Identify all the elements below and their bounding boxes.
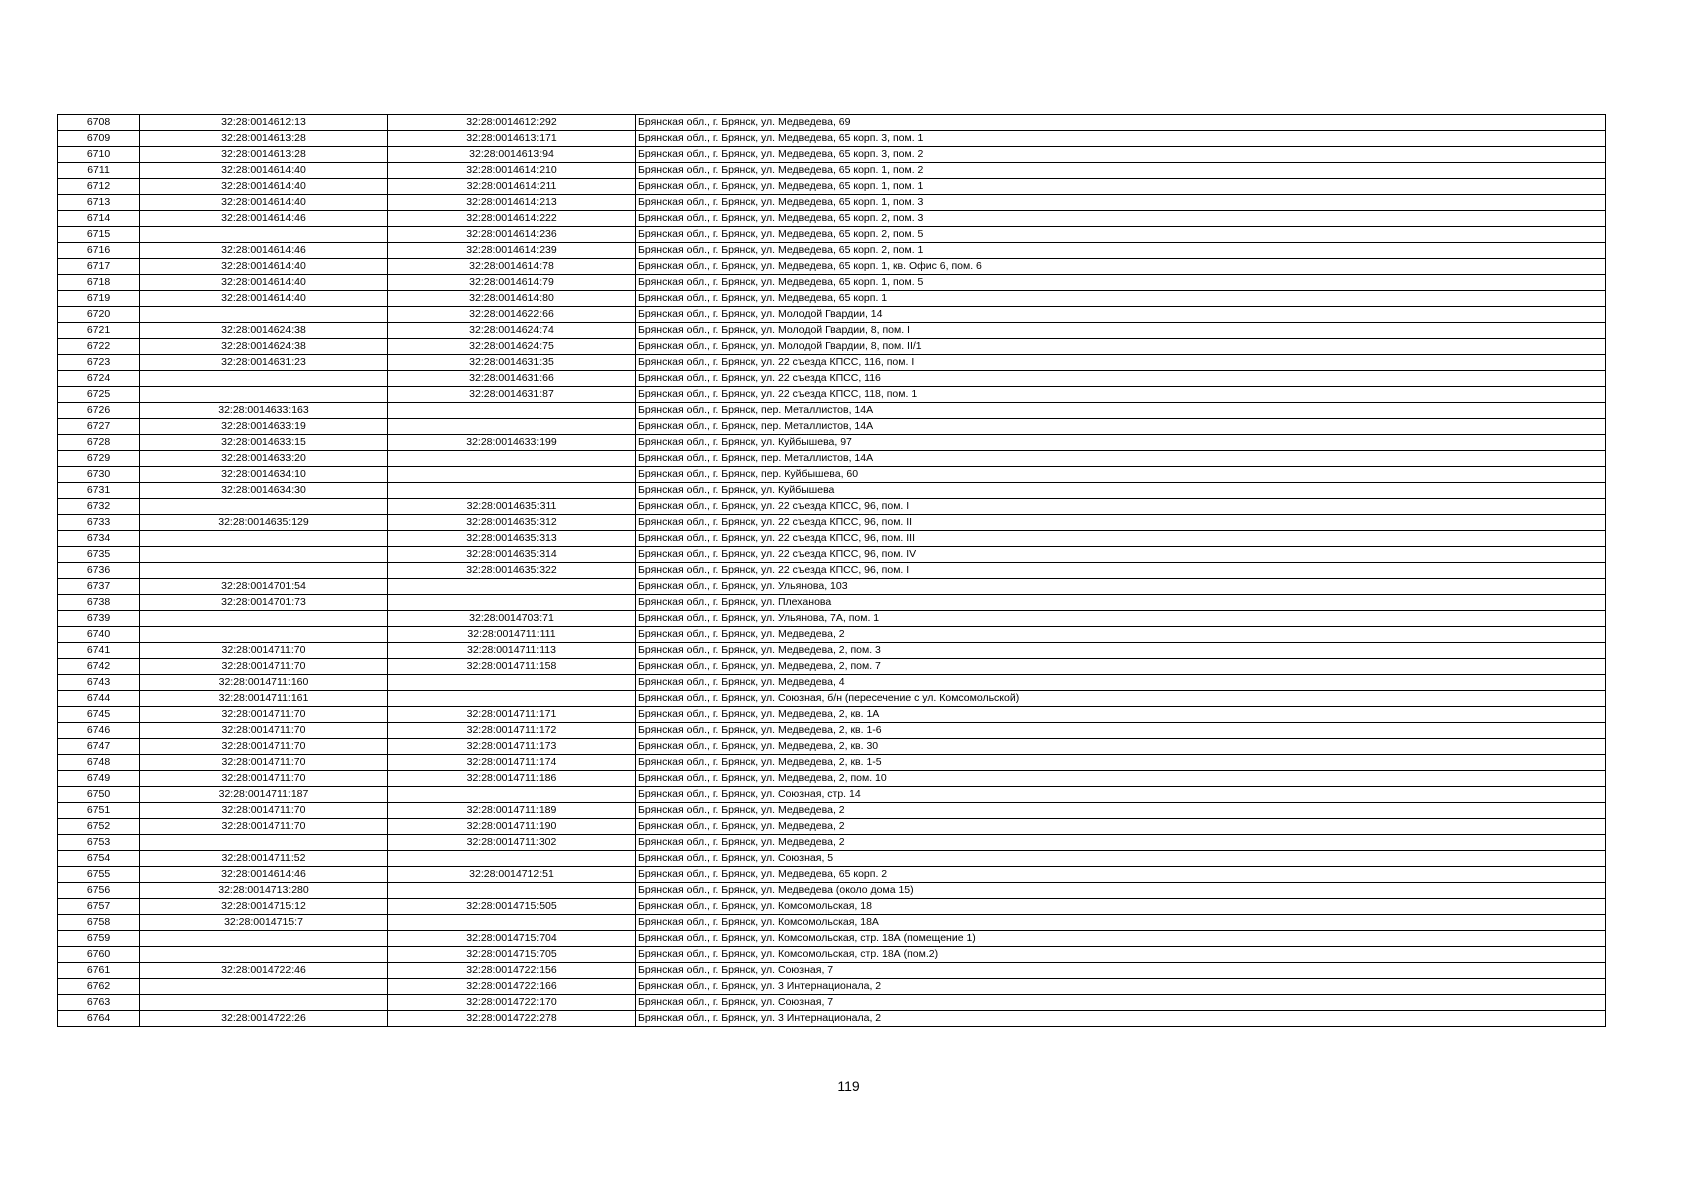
table-row bbox=[58, 227, 1606, 243]
table-row bbox=[58, 851, 1606, 867]
row-number-cell: 6711 bbox=[58, 163, 140, 179]
row-number-cell: 6712 bbox=[58, 179, 140, 195]
object-cadastral-number-cell: 32:28:0014715:704 bbox=[388, 931, 636, 947]
parcel-cadastral-number-cell: 32:28:0014711:70 bbox=[140, 707, 388, 723]
row-number-cell: 6738 bbox=[58, 595, 140, 611]
parcel-cadastral-number-cell bbox=[140, 995, 388, 1011]
address-cell: Брянская обл., г. Брянск, ул. Ульянова, 103 bbox=[636, 579, 1606, 595]
table-row bbox=[58, 899, 1606, 915]
object-cadastral-number-cell: 32:28:0014711:171 bbox=[388, 707, 636, 723]
address-cell: Брянская обл., г. Брянск, ул. Медведева, 2, кв. 1-6 bbox=[636, 723, 1606, 739]
table-row bbox=[58, 611, 1606, 627]
table-row bbox=[58, 291, 1606, 307]
object-cadastral-number-cell: 32:28:0014722:170 bbox=[388, 995, 636, 1011]
table-row bbox=[58, 115, 1606, 131]
address-cell: Брянская обл., г. Брянск, ул. Союзная, 7 bbox=[636, 963, 1606, 979]
object-cadastral-number-cell: 32:28:0014635:322 bbox=[388, 563, 636, 579]
table-row bbox=[58, 931, 1606, 947]
object-cadastral-number-cell bbox=[388, 579, 636, 595]
address-cell: Брянская обл., г. Брянск, ул. 22 съезда КПСС, 116, пом. I bbox=[636, 355, 1606, 371]
row-number-cell: 6724 bbox=[58, 371, 140, 387]
parcel-cadastral-number-cell: 32:28:0014711:70 bbox=[140, 659, 388, 675]
object-cadastral-number-cell bbox=[388, 915, 636, 931]
table-row bbox=[58, 275, 1606, 291]
parcel-cadastral-number-cell: 32:28:0014713:280 bbox=[140, 883, 388, 899]
parcel-cadastral-number-cell: 32:28:0014634:10 bbox=[140, 467, 388, 483]
row-number-cell: 6744 bbox=[58, 691, 140, 707]
table-row bbox=[58, 531, 1606, 547]
object-cadastral-number-cell: 32:28:0014631:35 bbox=[388, 355, 636, 371]
row-number-cell: 6719 bbox=[58, 291, 140, 307]
address-cell: Брянская обл., г. Брянск, ул. Медведева, 65 корп. 2, пом. 1 bbox=[636, 243, 1606, 259]
object-cadastral-number-cell bbox=[388, 467, 636, 483]
address-cell: Брянская обл., г. Брянск, ул. Медведева, 2 bbox=[636, 803, 1606, 819]
address-cell: Брянская обл., г. Брянск, ул. Куйбышева bbox=[636, 483, 1606, 499]
row-number-cell: 6722 bbox=[58, 339, 140, 355]
object-cadastral-number-cell: 32:28:0014612:292 bbox=[388, 115, 636, 131]
row-number-cell: 6709 bbox=[58, 131, 140, 147]
row-number-cell: 6736 bbox=[58, 563, 140, 579]
parcel-cadastral-number-cell: 32:28:0014701:73 bbox=[140, 595, 388, 611]
table-row bbox=[58, 323, 1606, 339]
row-number-cell: 6732 bbox=[58, 499, 140, 515]
row-number-cell: 6727 bbox=[58, 419, 140, 435]
parcel-cadastral-number-cell: 32:28:0014614:40 bbox=[140, 259, 388, 275]
parcel-cadastral-number-cell: 32:28:0014711:70 bbox=[140, 803, 388, 819]
object-cadastral-number-cell: 32:28:0014614:239 bbox=[388, 243, 636, 259]
table-row bbox=[58, 579, 1606, 595]
row-number-cell: 6749 bbox=[58, 771, 140, 787]
table-row bbox=[58, 915, 1606, 931]
object-cadastral-number-cell: 32:28:0014631:66 bbox=[388, 371, 636, 387]
parcel-cadastral-number-cell: 32:28:0014614:46 bbox=[140, 243, 388, 259]
parcel-cadastral-number-cell: 32:28:0014715:12 bbox=[140, 899, 388, 915]
object-cadastral-number-cell: 32:28:0014711:173 bbox=[388, 739, 636, 755]
parcel-cadastral-number-cell: 32:28:0014711:187 bbox=[140, 787, 388, 803]
object-cadastral-number-cell: 32:28:0014622:66 bbox=[388, 307, 636, 323]
table-row bbox=[58, 691, 1606, 707]
address-cell: Брянская обл., г. Брянск, ул. Союзная, 7 bbox=[636, 995, 1606, 1011]
row-number-cell: 6718 bbox=[58, 275, 140, 291]
object-cadastral-number-cell bbox=[388, 883, 636, 899]
object-cadastral-number-cell: 32:28:0014624:75 bbox=[388, 339, 636, 355]
address-cell: Брянская обл., г. Брянск, ул. Медведева, 65 корп. 2, пом. 5 bbox=[636, 227, 1606, 243]
address-cell: Брянская обл., г. Брянск, ул. Комсомольская, стр. 18А (помещение 1) bbox=[636, 931, 1606, 947]
table-row bbox=[58, 259, 1606, 275]
object-cadastral-number-cell: 32:28:0014614:78 bbox=[388, 259, 636, 275]
address-cell: Брянская обл., г. Брянск, ул. Медведева, 65 корп. 1 bbox=[636, 291, 1606, 307]
row-number-cell: 6752 bbox=[58, 819, 140, 835]
address-cell: Брянская обл., г. Брянск, ул. 3 Интернационала, 2 bbox=[636, 1011, 1606, 1027]
row-number-cell: 6715 bbox=[58, 227, 140, 243]
address-cell: Брянская обл., г. Брянск, ул. Молодой Гвардии, 8, пом. II/1 bbox=[636, 339, 1606, 355]
row-number-cell: 6734 bbox=[58, 531, 140, 547]
parcel-cadastral-number-cell: 32:28:0014633:15 bbox=[140, 435, 388, 451]
object-cadastral-number-cell: 32:28:0014613:171 bbox=[388, 131, 636, 147]
row-number-cell: 6756 bbox=[58, 883, 140, 899]
address-cell: Брянская обл., г. Брянск, ул. Молодой Гвардии, 14 bbox=[636, 307, 1606, 323]
address-cell: Брянская обл., г. Брянск, ул. Медведева, 4 bbox=[636, 675, 1606, 691]
address-cell: Брянская обл., г. Брянск, ул. Медведева, 65 корп. 1, пом. 2 bbox=[636, 163, 1606, 179]
parcel-cadastral-number-cell: 32:28:0014715:7 bbox=[140, 915, 388, 931]
parcel-cadastral-number-cell bbox=[140, 531, 388, 547]
table-row bbox=[58, 419, 1606, 435]
object-cadastral-number-cell: 32:28:0014633:199 bbox=[388, 435, 636, 451]
object-cadastral-number-cell: 32:28:0014631:87 bbox=[388, 387, 636, 403]
row-number-cell: 6753 bbox=[58, 835, 140, 851]
table-row bbox=[58, 835, 1606, 851]
table-row bbox=[58, 883, 1606, 899]
parcel-cadastral-number-cell: 32:28:0014624:38 bbox=[140, 339, 388, 355]
address-cell: Брянская обл., г. Брянск, ул. Медведева, 69 bbox=[636, 115, 1606, 131]
table-row bbox=[58, 979, 1606, 995]
row-number-cell: 6713 bbox=[58, 195, 140, 211]
parcel-cadastral-number-cell: 32:28:0014614:40 bbox=[140, 163, 388, 179]
table-row bbox=[58, 995, 1606, 1011]
address-cell: Брянская обл., г. Брянск, ул. Молодой Гвардии, 8, пом. I bbox=[636, 323, 1606, 339]
table-row bbox=[58, 147, 1606, 163]
address-cell: Брянская обл., г. Брянск, ул. Медведева, 65 корп. 2, пом. 3 bbox=[636, 211, 1606, 227]
table-row bbox=[58, 163, 1606, 179]
address-cell: Брянская обл., г. Брянск, ул. Медведева, 65 корп. 1, пом. 1 bbox=[636, 179, 1606, 195]
object-cadastral-number-cell: 32:28:0014613:94 bbox=[388, 147, 636, 163]
address-cell: Брянская обл., г. Брянск, ул. Союзная, 5 bbox=[636, 851, 1606, 867]
table-row bbox=[58, 435, 1606, 451]
object-cadastral-number-cell: 32:28:0014711:158 bbox=[388, 659, 636, 675]
object-cadastral-number-cell: 32:28:0014711:111 bbox=[388, 627, 636, 643]
table-row bbox=[58, 403, 1606, 419]
row-number-cell: 6743 bbox=[58, 675, 140, 691]
row-number-cell: 6746 bbox=[58, 723, 140, 739]
parcel-cadastral-number-cell: 32:28:0014711:70 bbox=[140, 771, 388, 787]
parcel-cadastral-number-cell: 32:28:0014701:54 bbox=[140, 579, 388, 595]
address-cell: Брянская обл., г. Брянск, ул. Союзная, б/н (пересечение с ул. Комсомольской) bbox=[636, 691, 1606, 707]
row-number-cell: 6723 bbox=[58, 355, 140, 371]
address-cell: Брянская обл., г. Брянск, ул. Комсомольская, стр. 18А (пом.2) bbox=[636, 947, 1606, 963]
parcel-cadastral-number-cell bbox=[140, 627, 388, 643]
table-row bbox=[58, 867, 1606, 883]
table-row bbox=[58, 371, 1606, 387]
object-cadastral-number-cell: 32:28:0014635:314 bbox=[388, 547, 636, 563]
parcel-cadastral-number-cell bbox=[140, 947, 388, 963]
row-number-cell: 6761 bbox=[58, 963, 140, 979]
parcel-cadastral-number-cell bbox=[140, 563, 388, 579]
row-number-cell: 6740 bbox=[58, 627, 140, 643]
address-cell: Брянская обл., г. Брянск, ул. Медведева (около дома 15) bbox=[636, 883, 1606, 899]
row-number-cell: 6708 bbox=[58, 115, 140, 131]
parcel-cadastral-number-cell: 32:28:0014722:46 bbox=[140, 963, 388, 979]
parcel-cadastral-number-cell bbox=[140, 979, 388, 995]
parcel-cadastral-number-cell: 32:28:0014633:163 bbox=[140, 403, 388, 419]
parcel-cadastral-number-cell: 32:28:0014613:28 bbox=[140, 131, 388, 147]
object-cadastral-number-cell bbox=[388, 419, 636, 435]
table-row bbox=[58, 387, 1606, 403]
table-row bbox=[58, 819, 1606, 835]
row-number-cell: 6726 bbox=[58, 403, 140, 419]
parcel-cadastral-number-cell bbox=[140, 547, 388, 563]
table-row bbox=[58, 499, 1606, 515]
object-cadastral-number-cell: 32:28:0014722:156 bbox=[388, 963, 636, 979]
object-cadastral-number-cell: 32:28:0014614:80 bbox=[388, 291, 636, 307]
object-cadastral-number-cell: 32:28:0014712:51 bbox=[388, 867, 636, 883]
row-number-cell: 6764 bbox=[58, 1011, 140, 1027]
row-number-cell: 6710 bbox=[58, 147, 140, 163]
row-number-cell: 6757 bbox=[58, 899, 140, 915]
object-cadastral-number-cell: 32:28:0014614:213 bbox=[388, 195, 636, 211]
parcel-cadastral-number-cell: 32:28:0014612:13 bbox=[140, 115, 388, 131]
object-cadastral-number-cell: 32:28:0014711:189 bbox=[388, 803, 636, 819]
parcel-cadastral-number-cell: 32:28:0014711:160 bbox=[140, 675, 388, 691]
row-number-cell: 6721 bbox=[58, 323, 140, 339]
table-row bbox=[58, 243, 1606, 259]
address-cell: Брянская обл., г. Брянск, ул. 22 съезда КПСС, 96, пом. I bbox=[636, 563, 1606, 579]
object-cadastral-number-cell: 32:28:0014614:79 bbox=[388, 275, 636, 291]
object-cadastral-number-cell: 32:28:0014635:313 bbox=[388, 531, 636, 547]
parcel-cadastral-number-cell: 32:28:0014614:40 bbox=[140, 275, 388, 291]
object-cadastral-number-cell: 32:28:0014722:166 bbox=[388, 979, 636, 995]
parcel-cadastral-number-cell: 32:28:0014614:40 bbox=[140, 291, 388, 307]
row-number-cell: 6745 bbox=[58, 707, 140, 723]
parcel-cadastral-number-cell: 32:28:0014711:70 bbox=[140, 739, 388, 755]
object-cadastral-number-cell: 32:28:0014711:174 bbox=[388, 755, 636, 771]
table-row bbox=[58, 739, 1606, 755]
row-number-cell: 6720 bbox=[58, 307, 140, 323]
table-row bbox=[58, 211, 1606, 227]
object-cadastral-number-cell: 32:28:0014711:190 bbox=[388, 819, 636, 835]
table-row bbox=[58, 195, 1606, 211]
object-cadastral-number-cell bbox=[388, 451, 636, 467]
table-row bbox=[58, 467, 1606, 483]
object-cadastral-number-cell: 32:28:0014711:113 bbox=[388, 643, 636, 659]
row-number-cell: 6739 bbox=[58, 611, 140, 627]
table-row bbox=[58, 451, 1606, 467]
table-row bbox=[58, 643, 1606, 659]
object-cadastral-number-cell: 32:28:0014614:236 bbox=[388, 227, 636, 243]
table-row bbox=[58, 307, 1606, 323]
address-cell: Брянская обл., г. Брянск, ул. Медведева, 65 корп. 3, пом. 1 bbox=[636, 131, 1606, 147]
object-cadastral-number-cell: 32:28:0014711:172 bbox=[388, 723, 636, 739]
address-cell: Брянская обл., г. Брянск, ул. Союзная, стр. 14 bbox=[636, 787, 1606, 803]
object-cadastral-number-cell bbox=[388, 851, 636, 867]
table-row bbox=[58, 515, 1606, 531]
address-cell: Брянская обл., г. Брянск, ул. Плеханова bbox=[636, 595, 1606, 611]
row-number-cell: 6748 bbox=[58, 755, 140, 771]
address-cell: Брянская обл., г. Брянск, ул. Медведева, 65 корп. 2 bbox=[636, 867, 1606, 883]
address-cell: Брянская обл., г. Брянск, ул. 22 съезда КПСС, 96, пом. IV bbox=[636, 547, 1606, 563]
address-cell: Брянская обл., г. Брянск, ул. Медведева, 2, пом. 7 bbox=[636, 659, 1606, 675]
address-cell: Брянская обл., г. Брянск, ул. Медведева, 2, кв. 1А bbox=[636, 707, 1606, 723]
address-cell: Брянская обл., г. Брянск, ул. 22 съезда КПСС, 116 bbox=[636, 371, 1606, 387]
table-row bbox=[58, 659, 1606, 675]
parcel-cadastral-number-cell: 32:28:0014711:161 bbox=[140, 691, 388, 707]
row-number-cell: 6731 bbox=[58, 483, 140, 499]
row-number-cell: 6729 bbox=[58, 451, 140, 467]
table-row bbox=[58, 947, 1606, 963]
row-number-cell: 6754 bbox=[58, 851, 140, 867]
table-row bbox=[58, 355, 1606, 371]
row-number-cell: 6758 bbox=[58, 915, 140, 931]
row-number-cell: 6747 bbox=[58, 739, 140, 755]
address-cell: Брянская обл., г. Брянск, ул. 22 съезда КПСС, 118, пом. 1 bbox=[636, 387, 1606, 403]
row-number-cell: 6730 bbox=[58, 467, 140, 483]
address-cell: Брянская обл., г. Брянск, пер. Металлистов, 14А bbox=[636, 403, 1606, 419]
row-number-cell: 6725 bbox=[58, 387, 140, 403]
parcel-cadastral-number-cell bbox=[140, 835, 388, 851]
parcel-cadastral-number-cell: 32:28:0014614:46 bbox=[140, 867, 388, 883]
address-cell: Брянская обл., г. Брянск, ул. Комсомольская, 18 bbox=[636, 899, 1606, 915]
address-cell: Брянская обл., г. Брянск, ул. Медведева, 2 bbox=[636, 627, 1606, 643]
address-cell: Брянская обл., г. Брянск, ул. Куйбышева, 97 bbox=[636, 435, 1606, 451]
row-number-cell: 6737 bbox=[58, 579, 140, 595]
address-cell: Брянская обл., г. Брянск, ул. Ульянова, 7А, пом. 1 bbox=[636, 611, 1606, 627]
table-row bbox=[58, 339, 1606, 355]
row-number-cell: 6741 bbox=[58, 643, 140, 659]
table-row bbox=[58, 595, 1606, 611]
parcel-cadastral-number-cell: 32:28:0014722:26 bbox=[140, 1011, 388, 1027]
row-number-cell: 6735 bbox=[58, 547, 140, 563]
parcel-cadastral-number-cell: 32:28:0014633:19 bbox=[140, 419, 388, 435]
parcel-cadastral-number-cell bbox=[140, 307, 388, 323]
table-row bbox=[58, 675, 1606, 691]
object-cadastral-number-cell: 32:28:0014711:302 bbox=[388, 835, 636, 851]
object-cadastral-number-cell bbox=[388, 403, 636, 419]
parcel-cadastral-number-cell: 32:28:0014711:70 bbox=[140, 819, 388, 835]
object-cadastral-number-cell: 32:28:0014614:210 bbox=[388, 163, 636, 179]
parcel-cadastral-number-cell: 32:28:0014613:28 bbox=[140, 147, 388, 163]
table-row bbox=[58, 179, 1606, 195]
parcel-cadastral-number-cell: 32:28:0014631:23 bbox=[140, 355, 388, 371]
address-cell: Брянская обл., г. Брянск, ул. Медведева, 65 корп. 1, пом. 5 bbox=[636, 275, 1606, 291]
table-row bbox=[58, 787, 1606, 803]
row-number-cell: 6733 bbox=[58, 515, 140, 531]
parcel-cadastral-number-cell: 32:28:0014711:70 bbox=[140, 643, 388, 659]
address-cell: Брянская обл., г. Брянск, ул. 22 съезда КПСС, 96, пом. I bbox=[636, 499, 1606, 515]
address-cell: Брянская обл., г. Брянск, пер. Металлистов, 14А bbox=[636, 419, 1606, 435]
object-cadastral-number-cell: 32:28:0014711:186 bbox=[388, 771, 636, 787]
row-number-cell: 6760 bbox=[58, 947, 140, 963]
object-cadastral-number-cell bbox=[388, 787, 636, 803]
row-number-cell: 6751 bbox=[58, 803, 140, 819]
object-cadastral-number-cell bbox=[388, 691, 636, 707]
parcel-cadastral-number-cell bbox=[140, 931, 388, 947]
address-cell: Брянская обл., г. Брянск, ул. Комсомольская, 18А bbox=[636, 915, 1606, 931]
row-number-cell: 6763 bbox=[58, 995, 140, 1011]
table-row bbox=[58, 627, 1606, 643]
parcel-cadastral-number-cell: 32:28:0014614:40 bbox=[140, 179, 388, 195]
address-cell: Брянская обл., г. Брянск, ул. Медведева, 2 bbox=[636, 835, 1606, 851]
object-cadastral-number-cell: 32:28:0014715:505 bbox=[388, 899, 636, 915]
table-row bbox=[58, 547, 1606, 563]
registry-table-body bbox=[58, 115, 1606, 1027]
address-cell: Брянская обл., г. Брянск, пер. Металлистов, 14А bbox=[636, 451, 1606, 467]
row-number-cell: 6714 bbox=[58, 211, 140, 227]
table-row bbox=[58, 755, 1606, 771]
table-row bbox=[58, 707, 1606, 723]
object-cadastral-number-cell: 32:28:0014614:222 bbox=[388, 211, 636, 227]
address-cell: Брянская обл., г. Брянск, ул. Медведева, 2 bbox=[636, 819, 1606, 835]
row-number-cell: 6717 bbox=[58, 259, 140, 275]
parcel-cadastral-number-cell bbox=[140, 611, 388, 627]
object-cadastral-number-cell: 32:28:0014614:211 bbox=[388, 179, 636, 195]
parcel-cadastral-number-cell: 32:28:0014614:40 bbox=[140, 195, 388, 211]
parcel-cadastral-number-cell: 32:28:0014711:70 bbox=[140, 755, 388, 771]
table-row bbox=[58, 563, 1606, 579]
object-cadastral-number-cell: 32:28:0014722:278 bbox=[388, 1011, 636, 1027]
address-cell: Брянская обл., г. Брянск, ул. Медведева, 65 корп. 1, пом. 3 bbox=[636, 195, 1606, 211]
address-cell: Брянская обл., г. Брянск, ул. Медведева, 2, кв. 1-5 bbox=[636, 755, 1606, 771]
address-cell: Брянская обл., г. Брянск, ул. 3 Интернационала, 2 bbox=[636, 979, 1606, 995]
parcel-cadastral-number-cell: 32:28:0014633:20 bbox=[140, 451, 388, 467]
parcel-cadastral-number-cell: 32:28:0014635:129 bbox=[140, 515, 388, 531]
row-number-cell: 6742 bbox=[58, 659, 140, 675]
row-number-cell: 6762 bbox=[58, 979, 140, 995]
address-cell: Брянская обл., г. Брянск, ул. 22 съезда КПСС, 96, пом. II bbox=[636, 515, 1606, 531]
address-cell: Брянская обл., г. Брянск, ул. 22 съезда КПСС, 96, пом. III bbox=[636, 531, 1606, 547]
row-number-cell: 6759 bbox=[58, 931, 140, 947]
address-cell: Брянская обл., г. Брянск, пер. Куйбышева, 60 bbox=[636, 467, 1606, 483]
registry-table bbox=[57, 114, 1606, 1027]
address-cell: Брянская обл., г. Брянск, ул. Медведева, 2, пом. 10 bbox=[636, 771, 1606, 787]
address-cell: Брянская обл., г. Брянск, ул. Медведева, 65 корп. 1, кв. Офис 6, пом. 6 bbox=[636, 259, 1606, 275]
parcel-cadastral-number-cell: 32:28:0014711:52 bbox=[140, 851, 388, 867]
parcel-cadastral-number-cell: 32:28:0014624:38 bbox=[140, 323, 388, 339]
parcel-cadastral-number-cell: 32:28:0014614:46 bbox=[140, 211, 388, 227]
address-cell: Брянская обл., г. Брянск, ул. Медведева, 2, пом. 3 bbox=[636, 643, 1606, 659]
table-row bbox=[58, 771, 1606, 787]
object-cadastral-number-cell: 32:28:0014703:71 bbox=[388, 611, 636, 627]
object-cadastral-number-cell bbox=[388, 675, 636, 691]
row-number-cell: 6728 bbox=[58, 435, 140, 451]
parcel-cadastral-number-cell bbox=[140, 499, 388, 515]
parcel-cadastral-number-cell bbox=[140, 371, 388, 387]
object-cadastral-number-cell: 32:28:0014715:705 bbox=[388, 947, 636, 963]
table-row bbox=[58, 963, 1606, 979]
parcel-cadastral-number-cell: 32:28:0014711:70 bbox=[140, 723, 388, 739]
object-cadastral-number-cell: 32:28:0014624:74 bbox=[388, 323, 636, 339]
table-row bbox=[58, 483, 1606, 499]
table-row bbox=[58, 131, 1606, 147]
address-cell: Брянская обл., г. Брянск, ул. Медведева, 2, кв. 30 bbox=[636, 739, 1606, 755]
row-number-cell: 6755 bbox=[58, 867, 140, 883]
table-row bbox=[58, 723, 1606, 739]
object-cadastral-number-cell: 32:28:0014635:311 bbox=[388, 499, 636, 515]
page-number: 119 bbox=[837, 1078, 860, 1094]
parcel-cadastral-number-cell bbox=[140, 227, 388, 243]
address-cell: Брянская обл., г. Брянск, ул. Медведева, 65 корп. 3, пом. 2 bbox=[636, 147, 1606, 163]
row-number-cell: 6750 bbox=[58, 787, 140, 803]
parcel-cadastral-number-cell bbox=[140, 387, 388, 403]
object-cadastral-number-cell bbox=[388, 595, 636, 611]
table-row bbox=[58, 803, 1606, 819]
object-cadastral-number-cell bbox=[388, 483, 636, 499]
table-row bbox=[58, 1011, 1606, 1027]
row-number-cell: 6716 bbox=[58, 243, 140, 259]
parcel-cadastral-number-cell: 32:28:0014634:30 bbox=[140, 483, 388, 499]
object-cadastral-number-cell: 32:28:0014635:312 bbox=[388, 515, 636, 531]
